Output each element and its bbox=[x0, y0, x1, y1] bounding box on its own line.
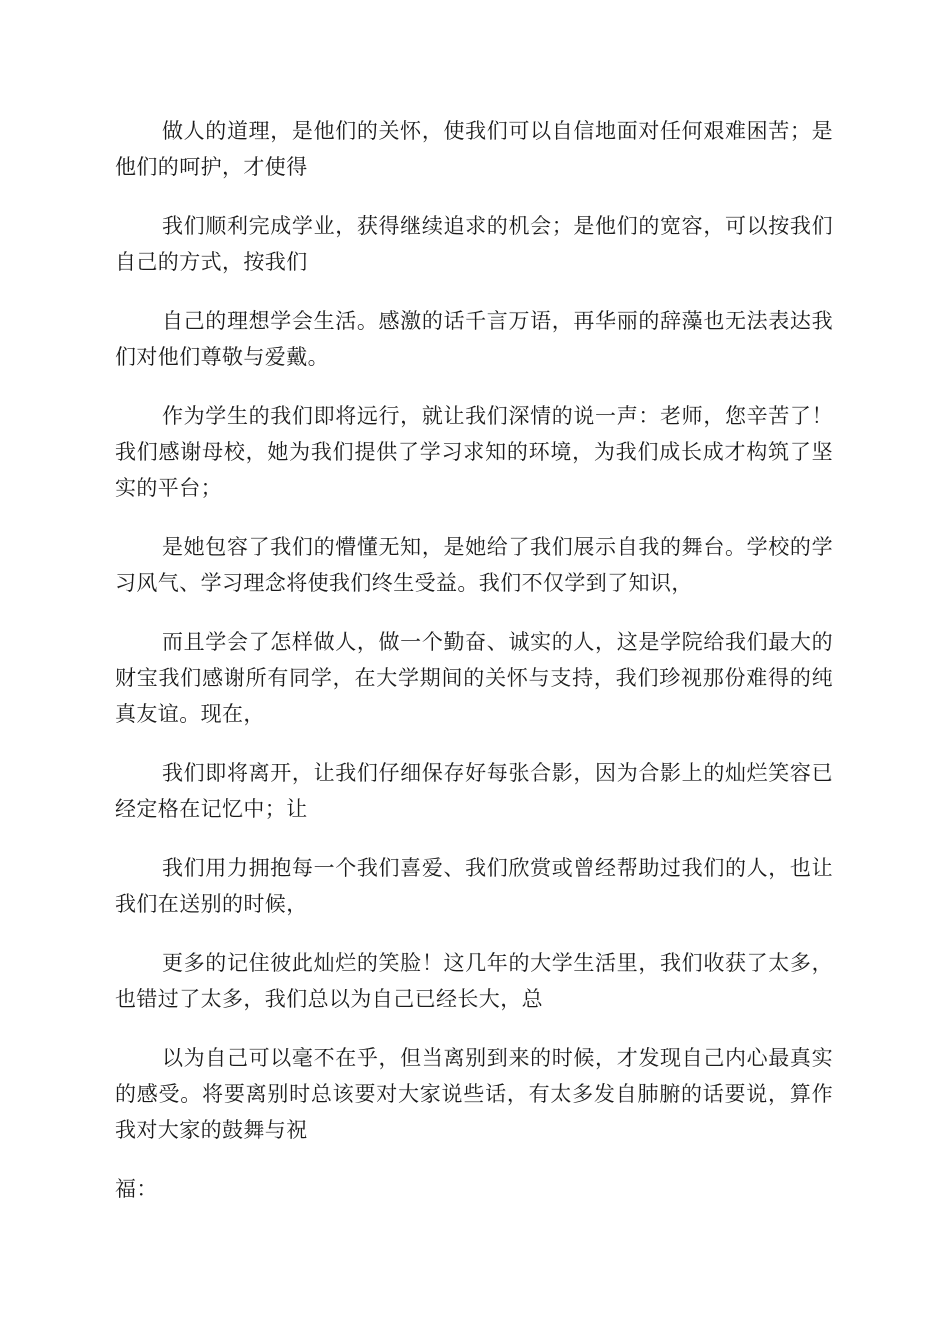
paragraph-9: 更多的记住彼此灿烂的笑脸！这几年的大学生活里，我们收获了太多，也错过了太多，我们总以为自己已经长大，总 bbox=[115, 951, 833, 1011]
final-line: 福： bbox=[115, 1177, 158, 1201]
paragraph-3: 自己的理想学会生活。感激的话千言万语，再华丽的辞藻也无法表达我们对他们尊敬与爱戴。 bbox=[115, 309, 833, 369]
document-body bbox=[115, 113, 833, 1230]
paragraph-2: 我们顺利完成学业，获得继续追求的机会；是他们的宽容，可以按我们自己的方式，按我们 bbox=[115, 214, 833, 274]
paragraph-1: 做人的道理，是他们的关怀，使我们可以自信地面对任何艰难困苦；是他们的呵护，才使得 bbox=[115, 119, 833, 179]
paragraph-6: 而且学会了怎样做人，做一个勤奋、诚实的人，这是学院给我们最大的财宝我们感谢所有同学，在大学期间的关怀与支持，我们珍视那份难得的纯真友谊。现在， bbox=[115, 630, 833, 726]
paragraph-10: 以为自己可以毫不在乎，但当离别到来的时候，才发现自己内心最真实的感受。将要离别时总该要对大家说些话，有太多发自肺腑的话要说，算作我对大家的鼓舞与祝 bbox=[115, 1046, 833, 1142]
paragraph-5: 是她包容了我们的懵懂无知，是她给了我们展示自我的舞台。学校的学习风气、学习理念将使我们终生受益。我们不仅学到了知识， bbox=[115, 535, 833, 595]
paragraph-7: 我们即将离开，让我们仔细保存好每张合影，因为合影上的灿烂笑容已经定格在记忆中；让 bbox=[115, 761, 833, 821]
paragraph-4: 作为学生的我们即将远行，就让我们深情的说一声：老师，您辛苦了！我们感谢母校，她为我们提供了学习求知的环境，为我们成长成才构筑了坚实的平台； bbox=[115, 404, 833, 500]
paragraph-8: 我们用力拥抱每一个我们喜爱、我们欣赏或曾经帮助过我们的人，也让我们在送别的时候， bbox=[115, 856, 833, 916]
